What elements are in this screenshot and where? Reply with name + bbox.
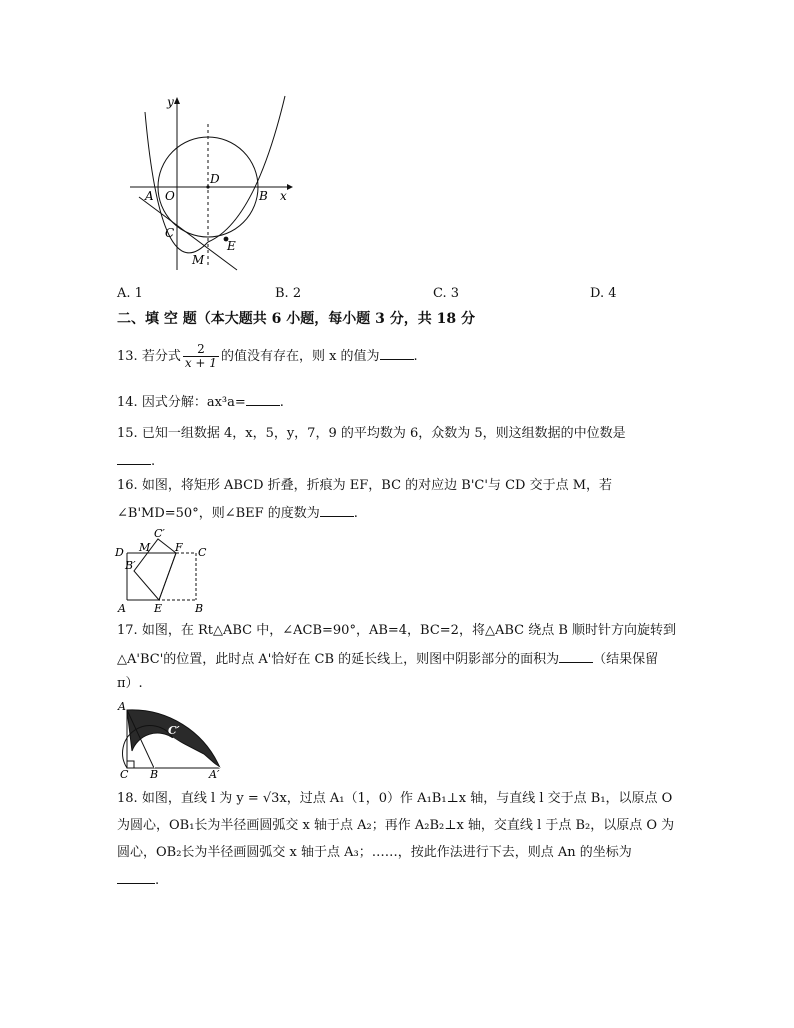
label-y: y [167,95,174,109]
label-b-prime: B′ [125,559,136,572]
q15-number: 15. [117,426,138,441]
choice-a-value: 1 [134,286,143,301]
label-e: E [154,602,163,615]
choice-d-value: 4 [608,286,617,301]
q13-end: . [413,349,418,364]
q13-answer-blank[interactable] [380,347,414,360]
q13-prefix: 若分式 [141,349,181,364]
segment-bc-prime [154,738,173,768]
q14-text: 因式分解：ax³a= [141,395,246,410]
question-17 [117,623,676,639]
figure-folded-rectangle [112,525,222,615]
q17-line2: △A'BC'的位置，此时点 A'恰好在 CB 的延长线上，则图中阴影部分的面积为 [117,652,560,667]
question-16-cont [117,504,358,522]
label-a: A [145,189,154,203]
choice-c[interactable] [433,286,459,302]
choice-b-letter: B. [275,286,289,301]
question-15 [117,426,626,442]
q16-end: . [353,506,358,521]
question-18 [117,791,672,807]
question-18-cont [117,818,674,834]
q17-line2-end: （结果保留 [593,652,659,667]
label-b: B [150,768,159,780]
label-d: D [115,546,124,559]
x-axis-arrow [287,184,293,190]
label-x: x [280,189,287,203]
q18-line3: 圆心，OB₂长为半径画圆弧交 x 轴于点 A₃；……，按此作法进行下去，则点 An 的坐标为 [117,845,632,860]
label-c: C [165,226,175,240]
q18-line1: 如图，直线 l 为 y = √3x，过点 A₁（1，0）作 A₁B₁⊥x 轴，与直线 l 交于点 B₁，以原点 O [141,791,673,806]
label-a: A [118,700,126,713]
q15-text: 已知一组数据 4，x，5，y，7，9 的平均数为 6，众数为 5，则这组数据的中位数是 [141,426,626,441]
q18-answer-blank[interactable] [117,871,155,884]
label-m: M [139,541,151,554]
label-c-prime: C′ [168,724,180,737]
choice-d[interactable] [590,286,617,302]
y-axis-arrow [174,97,180,104]
q16-answer-blank[interactable] [320,504,354,517]
choice-a[interactable] [117,286,143,302]
q15-answer-blank[interactable] [117,452,151,465]
q16-line1: 如图，将矩形 ABCD 折叠，折痕为 EF，BC 的对应边 B'C'与 CD 交于点 M，若 [141,478,613,493]
label-e: E [227,239,236,253]
q16-line2: ∠B'MD=50°，则∠BEF 的度数为 [117,506,320,521]
question-18-cont3 [117,871,159,889]
choice-c-letter: C. [433,286,447,301]
choice-a-letter: A. [117,286,131,301]
q16-number: 16. [117,478,138,493]
label-c: C [120,768,129,780]
figure-rotation-shaded [112,696,232,780]
question-17-cont [117,650,658,668]
label-c: C [198,546,207,559]
question-14 [117,393,284,411]
question-17-cont2 [117,676,143,692]
q18-line2: 为圆心，OB₁长为半径画圆弧交 x 轴于点 A₂；再作 A₂B₂⊥x 轴，交直线 l 于点 B₂，以原点 O 为 [117,818,675,833]
q13-suffix: 的值没有存在，则 x 的值为 [220,349,380,364]
label-o: O [165,189,175,203]
q15-end: . [151,454,156,469]
choice-b[interactable] [275,286,301,302]
q17-line1: 如图，在 Rt△ABC 中，∠ACB=90°，AB=4，BC=2，将△ABC 绕点 B 顺时针方向旋转到 [141,623,677,638]
q13-fraction-numerator: 2 [183,343,219,357]
label-c-prime: C′ [154,527,165,540]
q13-fraction [183,343,219,370]
label-a-prime: A′ [209,768,220,780]
question-15-cont [117,452,155,470]
question-16 [117,478,612,494]
label-d: D [210,172,220,186]
q17-answer-blank[interactable] [559,650,593,663]
label-b: B [195,602,204,615]
q13-number: 13. [117,349,138,364]
label-m: M [192,253,205,267]
question-18-cont2 [117,845,632,861]
choice-d-letter: D. [590,286,605,301]
q13-fraction-denominator: x + 1 [184,356,217,370]
q17-line3: π）. [117,676,143,691]
section-heading: 二、填 空 题（本大题共 6 小题，每小题 3 分，共 18 分 [117,311,475,327]
q18-number: 18. [117,791,138,806]
choice-b-value: 2 [292,286,302,301]
figure-parabola-circle [125,92,300,272]
q17-number: 17. [117,623,138,638]
label-a: A [118,602,126,615]
question-13 [117,340,418,374]
q14-answer-blank[interactable] [246,393,280,406]
label-b: B [259,189,268,203]
choice-c-value: 3 [450,286,460,301]
q14-number: 14. [117,395,138,410]
q18-end: . [155,873,160,888]
q14-end: . [279,395,284,410]
label-f: F [175,541,183,554]
right-angle-c [127,761,134,768]
